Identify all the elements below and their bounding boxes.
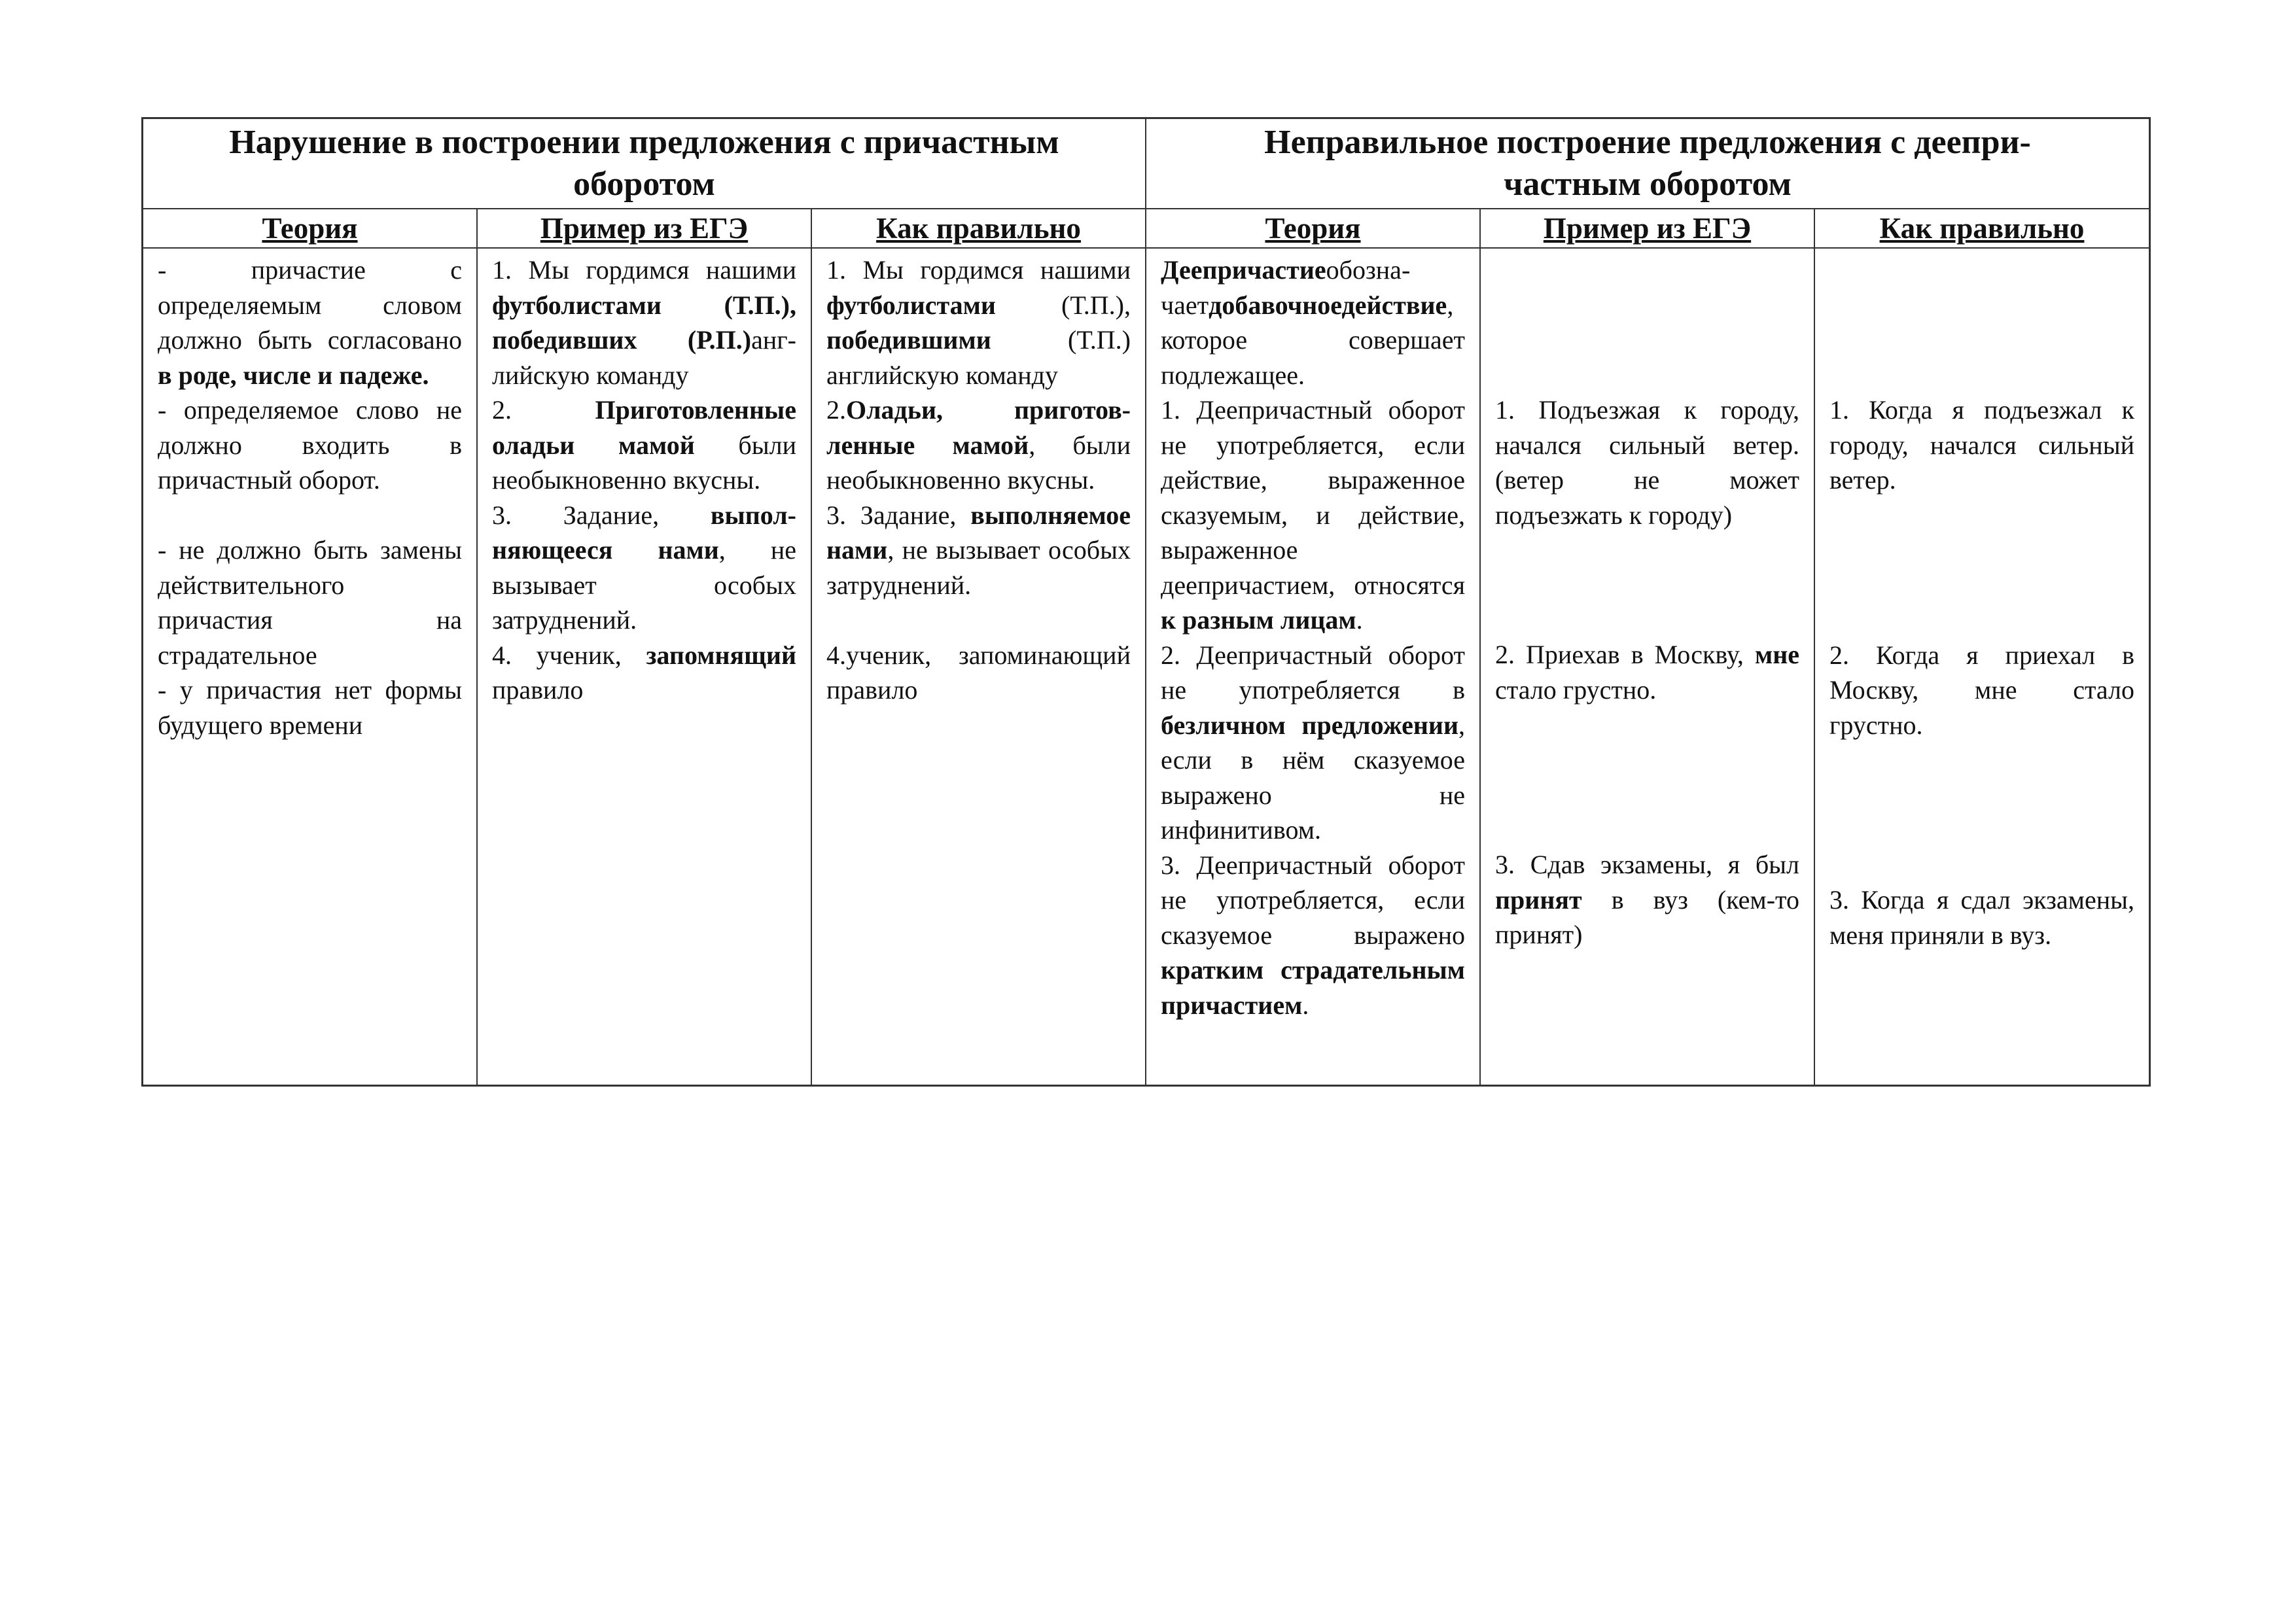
header-example-gerund: Пример из ЕГЭ [1481, 209, 1815, 249]
participle-correct-2 [826, 393, 1131, 498]
participle-examples-cell [478, 249, 812, 1085]
text: 2. [826, 395, 846, 425]
text-bold: добавочноедействие [1209, 290, 1447, 320]
text: правило [492, 675, 584, 705]
header-theory-participle: Теория [143, 209, 478, 249]
text: , не вызывает особых затруднений. [492, 535, 796, 635]
text: 1. Деепричастный оборот не употребляется, если действие, выраженное сказуемым, и действие, выраженное деепричастием, относятся [1161, 395, 1465, 600]
text: 4. ученик, [492, 640, 646, 670]
text: 1. Мы гордимся нашими [826, 255, 1131, 285]
participle-rule-agreement [158, 253, 462, 393]
gerund-example-1: 1. Подъезжая к городу, начался сильный ветер. (ветер не может подъезжать к городу) [1495, 395, 1799, 530]
text-bold: выполняемое нами [826, 500, 1131, 565]
participle-rule-future: - у причастия нет формы будущего времени [158, 675, 462, 740]
text: 2. Приехав в Москву, [1495, 640, 1755, 669]
text-bold: принят [1495, 884, 1582, 915]
participle-rule-defined-word: - определяемое слово не должно входить в причастный оборот. [158, 395, 462, 495]
text: 3. Задание, [826, 500, 971, 530]
text-bold: победившими [826, 325, 991, 355]
participle-example-2 [492, 393, 796, 498]
section-title-participle: Нарушение в построении предложения с причастным оборотом [143, 119, 1146, 209]
text: были необыкновенно вкусны. [492, 430, 796, 495]
text: (Т.П.) английскую команду [826, 325, 1131, 390]
text-bold: запомнящий [646, 640, 796, 670]
text-bold: футболистами [826, 290, 996, 320]
section-title-gerund [1146, 119, 2149, 209]
gerund-correct-1: 1. Когда я подъезжал к городу, начался сильный ветер. [1829, 395, 2134, 495]
text: . [1302, 990, 1309, 1020]
gerund-theory-cell [1146, 249, 1481, 1085]
text-bold: кратким страдательным причастием [1161, 955, 1465, 1020]
gerund-examples-cell [1481, 249, 1815, 1085]
participle-correct-1 [826, 253, 1131, 393]
text-bold: к разным лицам [1161, 605, 1356, 635]
text-bold: Деепричастие [1161, 255, 1326, 285]
text: английскую команду [492, 325, 796, 390]
text: - причастие с определяемым словом должно быть согласовано [158, 255, 462, 355]
header-correct-gerund: Как правильно [1815, 209, 2149, 249]
text: 3. Задание, [492, 500, 711, 530]
participle-example-1 [492, 253, 796, 393]
text-bold: Приготовленные оладьи мамой [492, 395, 796, 460]
participle-rule-voice: - не должно быть замены действительного причастия на страдательное [158, 535, 462, 670]
header-theory-gerund: Теория [1146, 209, 1481, 249]
participle-correct-cell [812, 249, 1146, 1085]
text: обозначает [1161, 255, 1411, 320]
text: . [1356, 605, 1363, 635]
gerund-example-2 [1495, 637, 1799, 707]
gerund-correct-3: 3. Когда я сдал экзамены, меня приняли в вуз. [1829, 885, 2134, 950]
header-example-participle: Пример из ЕГЭ [478, 209, 812, 249]
text: , были необыкновенно вкусны. [826, 430, 1131, 495]
participle-theory-cell [143, 249, 478, 1085]
gerund-correct-cell [1815, 249, 2149, 1085]
gerund-example-3 [1495, 847, 1799, 952]
text: 2. Деепричастный оборот не употребляется в [1161, 640, 1465, 705]
text: , которое совершает подлежащее. [1161, 290, 1465, 390]
text: 3. Деепричастный оборот не употребляется, если сказуемое выражено [1161, 850, 1465, 950]
text: 3. Сдав экзамены, я был [1495, 850, 1799, 879]
text-bold: в роде, числе и падеже. [158, 360, 429, 390]
text: 2. [492, 395, 595, 425]
text: (Т.П.), [995, 290, 1131, 320]
gerund-rule-2 [1161, 638, 1465, 848]
text: , не вызывает особых затруднений. [826, 535, 1131, 600]
text-bold: мне [1754, 640, 1799, 669]
text: в вуз (кем-то принят) [1495, 884, 1799, 949]
text: стало грустно. [1495, 674, 1657, 705]
text-bold: Оладьи, приготовленные мамой [826, 395, 1131, 460]
gerund-correct-2: 2. Когда я приехал в Москву, мне стало грустно. [1829, 640, 2134, 740]
participle-correct-3 [826, 498, 1131, 603]
gerund-rule-1 [1161, 393, 1465, 638]
text: 1. Мы гордимся нашими [492, 255, 796, 285]
text: , если в нём сказуемое выражено не инфинитивом. [1161, 710, 1465, 845]
participle-example-3 [492, 498, 796, 638]
gerund-definition [1161, 253, 1465, 393]
participle-example-4 [492, 638, 796, 708]
section-title-gerund-text: Неправильное построение предложения с деепри- частным оборотом [1264, 124, 2031, 203]
rules-table [141, 117, 2151, 1087]
header-correct-participle: Как правильно [812, 209, 1146, 249]
text-bold: безличном предложении [1161, 710, 1458, 740]
participle-correct-4: 4.ученик, запоминающий правило [826, 640, 1131, 705]
text-bold: футболистами (Т.П.), победивших (Р.П.) [492, 290, 796, 355]
text-bold: выполняющееся нами [492, 500, 796, 565]
gerund-rule-3 [1161, 848, 1465, 1023]
